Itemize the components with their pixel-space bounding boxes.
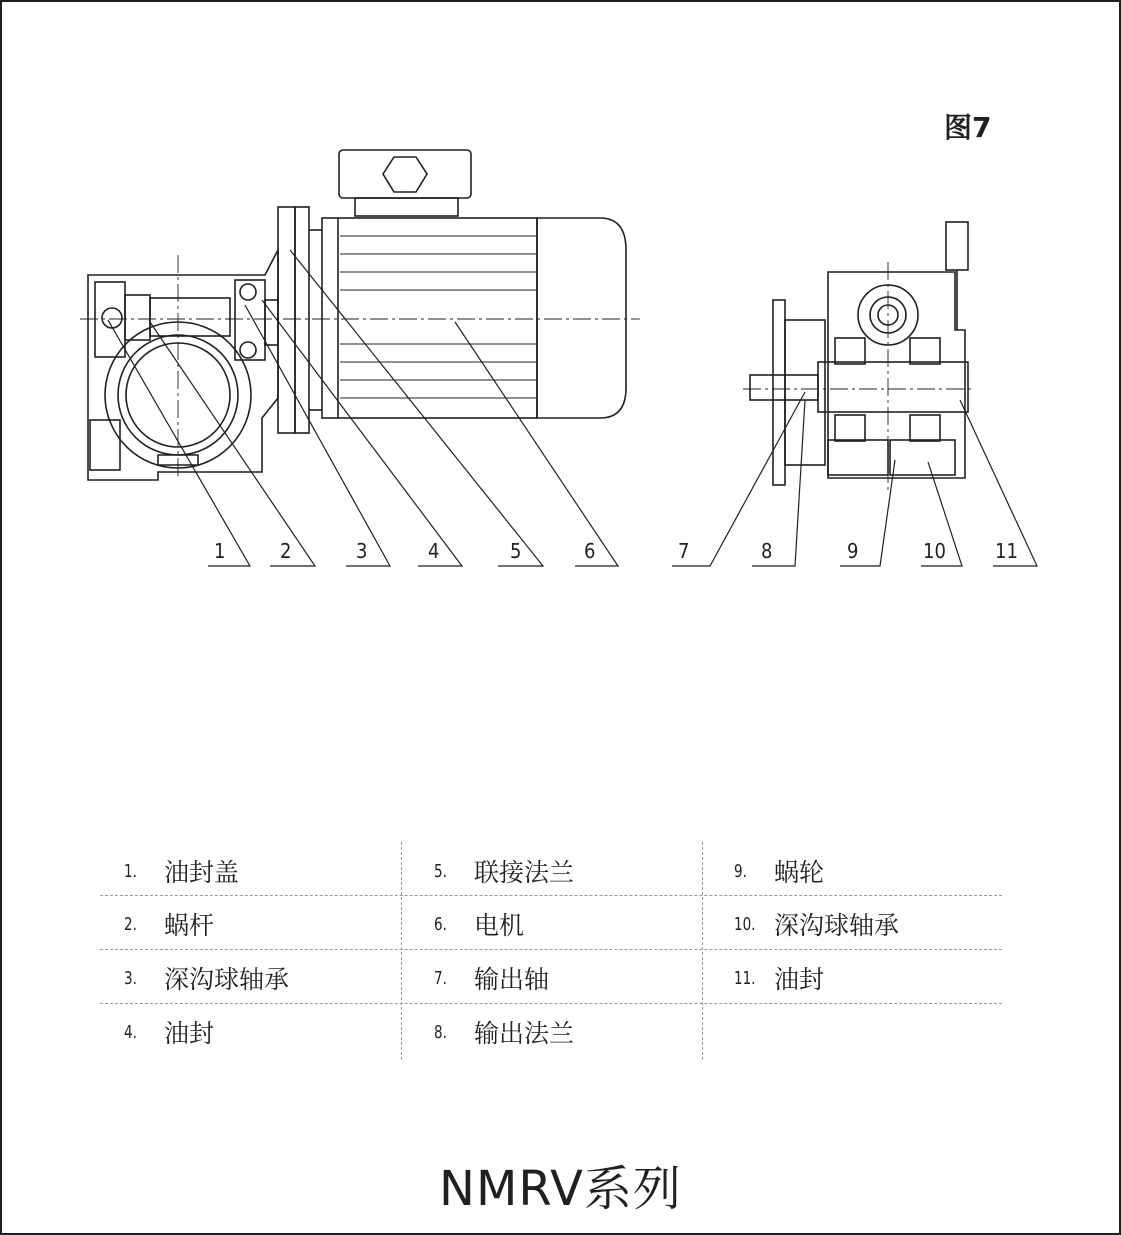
callout-leaders [108,250,1037,566]
motor-side-view [88,150,626,480]
legend-item [124,958,289,998]
callout-1: 1 [214,539,226,563]
legend-number: 2. [124,913,137,935]
legend-row-divider [100,895,1002,896]
legend-number: 7. [434,967,447,989]
figure-label: 图7 [944,111,992,144]
callout-3: 3 [356,539,368,563]
output-flange [773,300,785,485]
callout-2: 2 [280,539,292,563]
ball-bearing-section [835,415,865,441]
legend-number: 6. [434,913,447,935]
legend-text: 油封 [774,965,825,994]
legend-divider [401,842,402,1060]
callout-5: 5 [510,539,522,563]
series-title: NMRV系列 [439,1161,682,1217]
legend-item [734,958,824,998]
motor-fan-cover [537,218,626,418]
legend-text: 深沟球轴承 [774,911,900,940]
legend-item [434,904,524,944]
legend-number: 1. [124,860,137,882]
legend-item [124,904,214,944]
legend-text: 输出法兰 [474,1019,575,1048]
parts-legend [100,842,1002,1060]
legend-text: 油封 [164,1019,215,1048]
legend-item [434,1012,574,1052]
legend-row-divider [100,1003,1002,1004]
motor-body [322,218,537,418]
callout-7: 7 [678,539,690,563]
legend-text: 输出轴 [474,965,550,994]
legend-text: 蜗轮 [774,858,825,887]
legend-item [734,851,824,891]
legend-text: 蜗杆 [164,911,215,940]
gearbox-cross-section [750,222,968,485]
output-shaft [750,375,818,400]
connecting-flange [278,207,295,433]
legend-divider [702,842,703,1060]
callout-8: 8 [761,539,773,563]
oil-seal-cover [95,282,125,357]
worm-shaft [150,298,230,336]
legend-row-divider [100,949,1002,950]
callout-11: 11 [995,539,1018,563]
legend-item [734,904,899,944]
terminal-nut [383,157,427,192]
callout-9: 9 [847,539,859,563]
legend-item [124,1012,214,1052]
legend-text: 油封盖 [164,858,240,887]
legend-item [434,958,549,998]
worm-wheel-section [890,440,955,475]
legend-text: 联接法兰 [474,858,575,887]
legend-number: 3. [124,967,137,989]
legend-number: 11. [734,967,756,989]
callout-4: 4 [428,539,440,563]
legend-number: 5. [434,860,447,882]
legend-number: 8. [434,1021,447,1043]
callout-10: 10 [923,539,946,563]
gearbox-housing-section [828,272,965,478]
legend-item [434,851,574,891]
legend-number: 4. [124,1021,137,1043]
legend-text: 电机 [474,911,525,940]
legend-number: 9. [734,860,747,882]
legend-item [124,851,239,891]
callout-6: 6 [584,539,596,563]
legend-number: 10. [734,913,756,935]
legend-text: 深沟球轴承 [164,965,290,994]
